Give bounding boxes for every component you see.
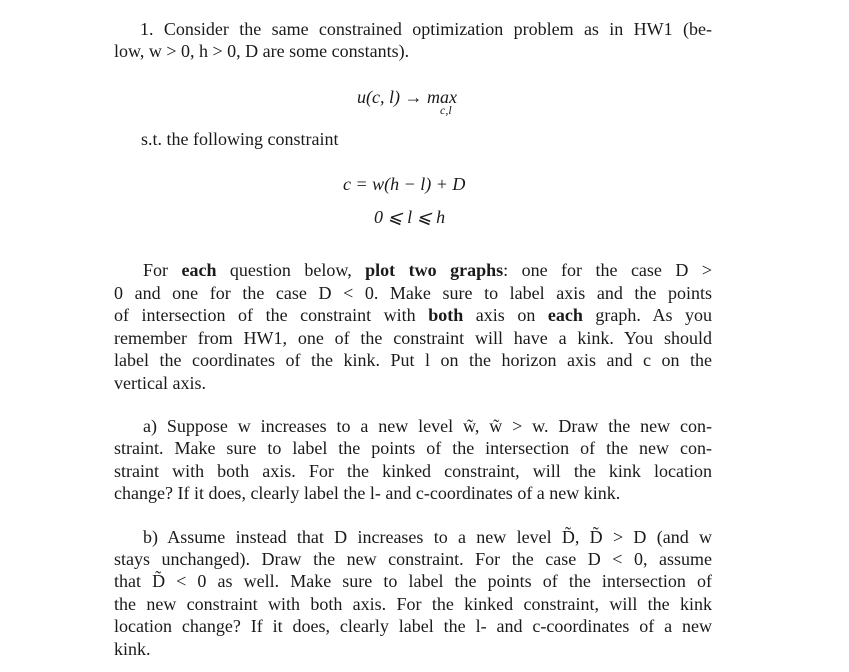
- instructions-line-3: [114, 304, 712, 326]
- text-span: question below,: [216, 260, 366, 280]
- intro-line-1: 1. Consider the same constrained optimization problem as in HW1 (be-: [140, 19, 712, 39]
- text-span: : one for the case D >: [503, 260, 712, 280]
- emphasis-each: each: [181, 260, 217, 280]
- leisure-bounds: 0 ⩽ l ⩽ h: [374, 207, 446, 227]
- emphasis-each: each: [547, 305, 583, 325]
- text-span: graph. As you: [582, 305, 713, 325]
- text-span: For: [143, 260, 182, 280]
- part-a-line-2: straint. Make sure to label the points of the intersection of the new con-: [114, 438, 712, 458]
- text-span: of intersection of the constraint with: [114, 305, 429, 325]
- instructions-line-2: 0 and one for the case D < 0. Make sure to label axis and the points: [114, 283, 712, 303]
- instructions-line-1: [143, 259, 712, 281]
- part-b-line-5: location change? If it does, clearly label the l- and c-coordinates of a new: [114, 616, 712, 636]
- such-that-line: s.t. the following constraint: [141, 129, 339, 149]
- part-b-line-3: that D̃ < 0 as well. Make sure to label the points of the intersection of: [114, 571, 712, 591]
- instructions-line-4: remember from HW1, one of the constraint will have a kink. You should: [114, 328, 712, 348]
- part-b-line-4: the new constraint with both axis. For the kinked constraint, will the kink: [114, 594, 712, 614]
- instructions-line-6: vertical axis.: [114, 373, 206, 393]
- emphasis-plot-two-graphs: plot two graphs: [365, 260, 504, 280]
- objective-subscript: c,l: [440, 103, 452, 117]
- emphasis-both: both: [428, 305, 464, 325]
- budget-constraint: c = w(h − l) + D: [343, 174, 466, 194]
- instructions-line-5: label the coordinates of the kink. Put l on the horizon axis and c on the: [114, 350, 712, 370]
- part-b-line-6: kink.: [114, 639, 151, 659]
- part-a-line-1: a) Suppose w increases to a new level w̃, w̃ > w. Draw the new con-: [143, 416, 712, 436]
- part-a-line-3: straint with both axis. For the kinked constraint, will the kink location: [114, 461, 712, 481]
- intro-line-2: low, w > 0, h > 0, D are some constants).: [114, 41, 410, 61]
- part-b-line-2: stays unchanged). Draw the new constraint. For the case D < 0, assume: [114, 549, 712, 569]
- part-b-line-1: b) Assume instead that D increases to a new level D̃, D̃ > D (and w: [143, 527, 712, 547]
- part-a-line-4: change? If it does, clearly label the l- and c-coordinates of a new kink.: [114, 483, 621, 503]
- objective-function: u(c, l) → max: [357, 87, 457, 107]
- text-span: axis on: [463, 305, 548, 325]
